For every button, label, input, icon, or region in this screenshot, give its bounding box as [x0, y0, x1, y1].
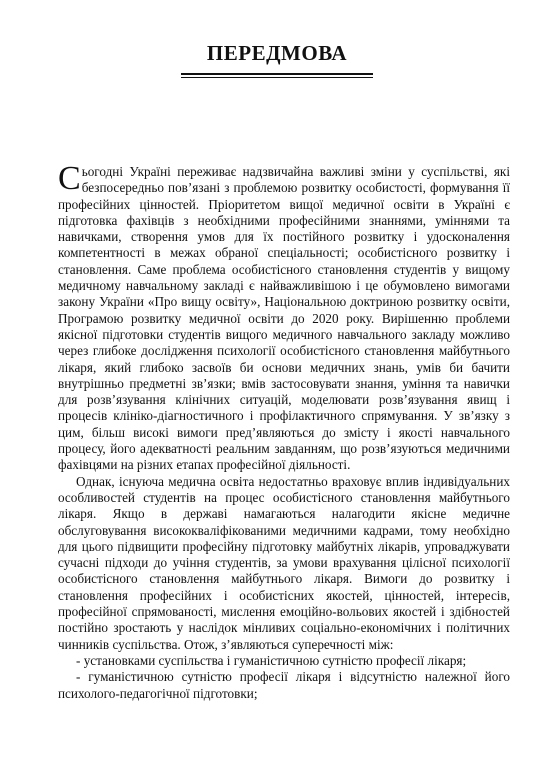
drop-cap: С — [58, 160, 81, 197]
intro-paragraph — [58, 160, 510, 474]
list-item: - установками суспільства і гуманістичною сутністю професії лікаря; — [76, 652, 467, 668]
intro-text: ьогодні Україні переживає надзвичайна важливі зміни у суспільстві, які безпосередньо пов’язані з проблемою розвитку особистості, формування її професійних цінностей. Пріоритетом вищої медичної освіти в Україні є підготовка фахівців з необхідними професійними знаннями, уміннями та навичками, створення умов для їх постійного розвитку і удосконалення компетентності в межах обраної спеціальності; особистісного розвитку і становлення. Саме проблема особистісного становлення студентів у вищому медичному навчальному закладі є найважливішою і це обумовлено вимогами закону України «Про вищу освіту», Національною доктриною розвитку освіти, Програмою розвитку медичної освіти до 2020 року. Вирішенню проблеми якісної підготовки студентів вищого медичного навчального закладу можливо через глибоке дослідження психології особистісного становлення майбутнього лікаря, який глибоко засвоїв би основи медичних знань, умів би бачити внутрішньо предметні зв’язки; вмів застосовувати знання, уміння та навички для розв’язування клінічних ситуацій, моделювати розв’язування явищ і процесів клініко-діагностичного і профілактичного спрямування. У зв’язку з цим, більш високі вимоги пред’являються до змісту і якості навчального процесу, його адекватності реальним завданням, що розв’язуються медичними фахівцями на різних етапах професійної діяльності. — [58, 164, 510, 473]
title-underline-thick — [181, 73, 373, 75]
title-underline-thin — [181, 77, 373, 78]
page-title: ПЕРЕДМОВА — [206, 41, 348, 65]
list-item: - гуманістичною сутністю професії лікаря і відсутністю належної його психолого-педагогічної підготовки; — [58, 669, 510, 701]
body-text — [58, 160, 510, 702]
paragraph-2: Однак, існуюча медична освіта недостатньо враховує вплив індивідуальних особливостей студентів на процес особистісного становлення майбутнього лікаря. Якщо в державі намагаються налагодити якісне медичне обслуговування висококваліфікованими медичними кадрами, тому необхідно для цього підвищити професійну підготовку майбутніх лікарів, упроваджувати сучасні підходи до учіння студентів, за умови врахування цілісної психології особистісного становлення майбутнього лікаря. Вимоги до розвитку і становлення професійних і особистісних якостей, цінностей, інтересів, професійної спрямованості, мислення емоційно-вольових якостей і здібностей постійно зростають у наслідок мінливих соціально-економічних і політичних чинників суспільства. Отож, з’являються суперечності між: — [58, 473, 510, 652]
